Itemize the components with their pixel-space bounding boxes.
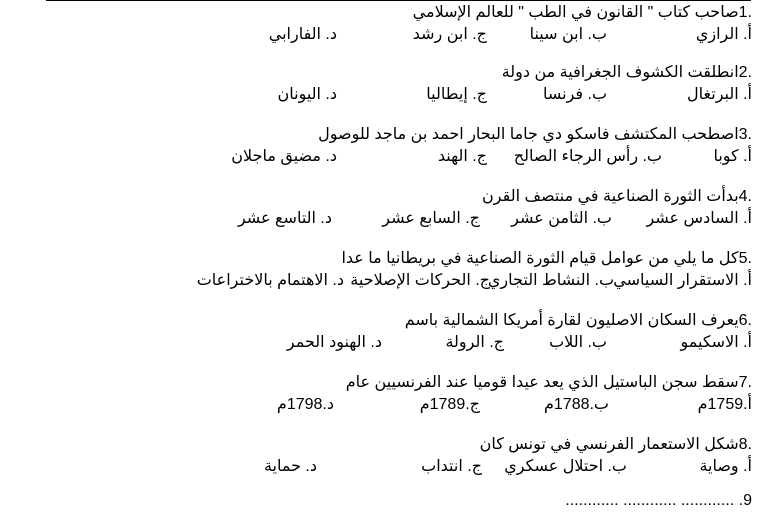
question-3-option-b[interactable]: ب. رأس الرجاء الصالح bbox=[513, 148, 662, 165]
question-2-option-c[interactable]: ج. إيطاليا bbox=[426, 86, 487, 103]
question-2-option-b[interactable]: ب. فرنسا bbox=[542, 86, 607, 103]
question-1-text-line bbox=[0, 2, 752, 24]
question-6-number: 6. bbox=[738, 312, 752, 329]
question-5-option-c[interactable]: ج. الحركات الإصلاحية bbox=[350, 272, 490, 289]
question-1-option-b[interactable]: ب. ابن سينا bbox=[529, 26, 607, 43]
question-2-number: 2. bbox=[738, 64, 752, 81]
question-2-text-line bbox=[0, 62, 752, 84]
top-border-line bbox=[46, 0, 751, 1]
question-3 bbox=[0, 124, 752, 168]
question-9-partial: 9. ............ ............ ............ bbox=[565, 492, 752, 509]
question-6 bbox=[0, 310, 752, 354]
question-5 bbox=[0, 248, 752, 292]
question-2 bbox=[0, 62, 752, 106]
question-1-text: صاحب كتاب " القانون في الطب " للعالم الإسلامي bbox=[412, 4, 739, 21]
question-8-options bbox=[0, 456, 752, 478]
question-6-text: يعرف السكان الاصليون لقارة أمريكا الشمالية باسم bbox=[404, 312, 739, 329]
question-8-option-d[interactable]: د. حماية bbox=[263, 458, 317, 475]
question-7-number: 7. bbox=[738, 374, 752, 391]
question-3-text-line bbox=[0, 124, 752, 146]
question-7 bbox=[0, 372, 752, 416]
question-8-option-a[interactable]: أ. وصاية bbox=[699, 458, 752, 475]
question-2-option-a[interactable]: أ. البرتغال bbox=[687, 86, 752, 103]
question-8-option-c[interactable]: ج. انتداب bbox=[421, 458, 482, 475]
question-1-option-a[interactable]: أ. الرازي bbox=[695, 26, 752, 43]
question-4-option-a[interactable]: أ. السادس عشر bbox=[646, 210, 752, 227]
question-7-text: سقط سجن الباستيل الذي يعد عيدا قوميا عند الفرنسيين عام bbox=[345, 374, 739, 391]
question-6-options bbox=[0, 332, 752, 354]
question-7-option-b[interactable]: ب.1788م bbox=[543, 396, 609, 413]
question-7-options bbox=[0, 394, 752, 416]
question-5-option-a[interactable]: أ. الاستقرار السياسي bbox=[613, 272, 752, 289]
question-2-option-d[interactable]: د. اليونان bbox=[277, 86, 337, 103]
question-7-text-line bbox=[0, 372, 752, 394]
question-5-option-b[interactable]: ب. النشاط التجاري bbox=[487, 272, 614, 289]
question-3-option-d[interactable]: د. مضيق ماجلان bbox=[231, 148, 337, 165]
question-7-option-d[interactable]: د.1798م bbox=[276, 396, 334, 413]
question-2-options bbox=[0, 84, 752, 106]
question-5-text: كل ما يلي من عوامل قيام الثورة الصناعية في بريطانيا ما عدا bbox=[341, 250, 739, 267]
question-6-option-b[interactable]: ب. اللاب bbox=[549, 334, 607, 351]
question-4-options bbox=[0, 208, 752, 230]
question-6-option-d[interactable]: د. الهنود الحمر bbox=[286, 334, 382, 351]
question-6-text-line bbox=[0, 310, 752, 332]
question-7-option-a[interactable]: أ.1759م bbox=[697, 396, 752, 413]
question-8-text-line bbox=[0, 434, 752, 456]
question-4-option-c[interactable]: ج. السابع عشر bbox=[382, 210, 480, 227]
question-1-option-d[interactable]: د. الفارابي bbox=[268, 26, 337, 43]
question-7-option-c[interactable]: ج.1789م bbox=[419, 396, 480, 413]
question-5-text-line bbox=[0, 248, 752, 270]
question-3-option-c[interactable]: ج. الهند bbox=[437, 148, 487, 165]
question-1-number: 1. bbox=[738, 4, 752, 21]
question-3-number: 3. bbox=[738, 126, 752, 143]
question-8-option-b[interactable]: ب. احتلال عسكري bbox=[504, 458, 627, 475]
question-1 bbox=[0, 2, 752, 46]
question-5-number: 5. bbox=[738, 250, 752, 267]
question-8-text: شكل الاستعمار الفرنسي في تونس كان bbox=[479, 436, 739, 453]
question-4-text: بدأت الثورة الصناعية في منتصف القرن bbox=[482, 188, 739, 205]
question-5-options bbox=[0, 270, 752, 292]
question-4-option-d[interactable]: د. التاسع عشر bbox=[237, 210, 332, 227]
question-3-options bbox=[0, 146, 752, 168]
question-3-text: اصطحب المكتشف فاسكو دي جاما البحار احمد بن ماجد للوصول bbox=[318, 126, 739, 143]
question-1-options bbox=[0, 24, 752, 46]
question-4-option-b[interactable]: ب. الثامن عشر bbox=[511, 210, 612, 227]
question-3-option-a[interactable]: أ. كوبا bbox=[713, 148, 752, 165]
question-8-number: 8. bbox=[738, 436, 752, 453]
question-6-option-a[interactable]: أ. الاسكيمو bbox=[680, 334, 752, 351]
question-6-option-c[interactable]: ج. الرولة bbox=[445, 334, 504, 351]
question-1-option-c[interactable]: ج. ابن رشد bbox=[412, 26, 487, 43]
question-4-text-line bbox=[0, 186, 752, 208]
question-5-option-d[interactable]: د. الاهتمام بالاختراعات bbox=[196, 272, 344, 289]
question-4 bbox=[0, 186, 752, 230]
question-2-text: انطلقت الكشوف الجغرافية من دولة bbox=[501, 64, 739, 81]
question-4-number: 4. bbox=[738, 188, 752, 205]
question-8 bbox=[0, 434, 752, 478]
